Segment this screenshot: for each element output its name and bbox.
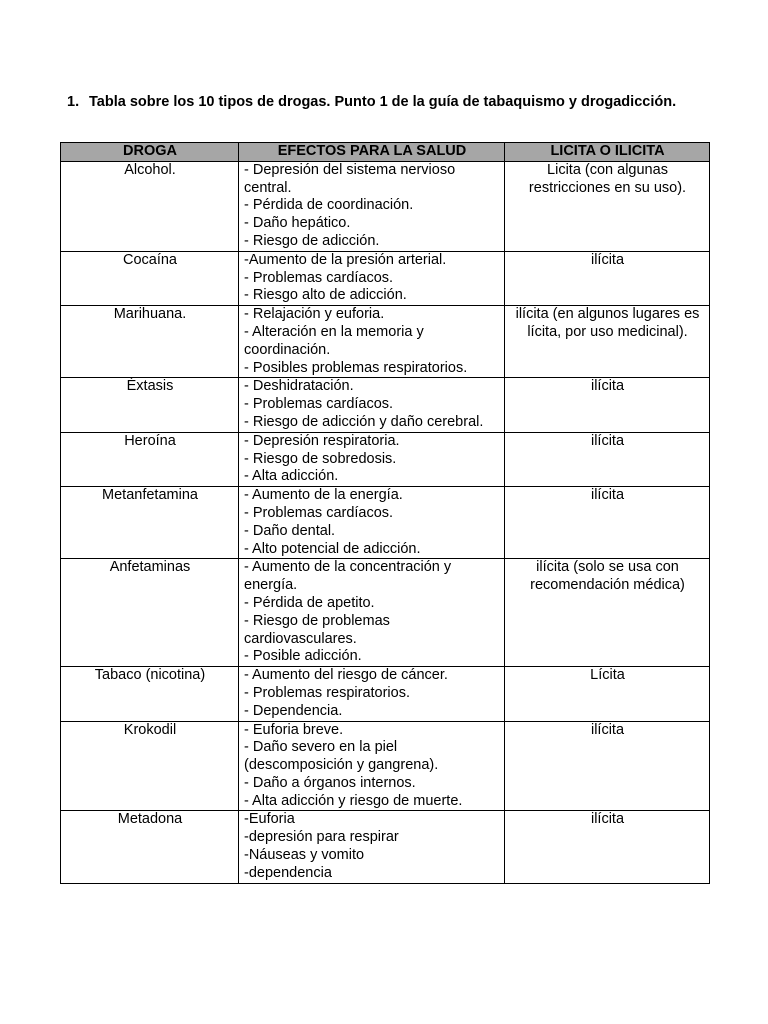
- effect-item: - Posibles problemas respiratorios.: [244, 359, 468, 376]
- effect-item: - Alteración en la memoria y coordinación.: [244, 323, 424, 358]
- table-row: [61, 161, 710, 251]
- table-row: [61, 487, 710, 559]
- header-legality: LICITA O ILICITA: [505, 143, 710, 162]
- heading-text: Tabla sobre los 10 tipos de drogas. Punto 1 de la guía de tabaquismo y drogadicción.: [89, 94, 677, 110]
- legality-cell: ilícita (solo se usa con recomendación médica): [505, 559, 710, 667]
- effect-item: - Aumento de la concentración y energía.: [244, 559, 452, 594]
- document-heading: [67, 93, 676, 111]
- effect-item: - Aumento de la energía.: [244, 487, 403, 504]
- table-row: [61, 721, 710, 811]
- effect-item: -Euforia: [244, 811, 295, 828]
- legality-cell: Lícita: [505, 667, 710, 721]
- legality-cell: ilícita: [505, 432, 710, 486]
- drug-name-cell: Tabaco (nicotina): [61, 667, 239, 721]
- table-row: [61, 378, 710, 432]
- effect-item: - Daño a órganos internos.: [244, 774, 416, 791]
- drugs-table: [60, 142, 710, 884]
- effect-item: - Alto potencial de adicción.: [244, 540, 421, 557]
- effect-item: - Alta adicción y riesgo de muerte.: [244, 792, 463, 809]
- effect-item: - Posible adicción.: [244, 648, 362, 665]
- effect-item: -dependencia: [244, 864, 332, 881]
- table-body: [61, 161, 710, 883]
- effect-item: -Náuseas y vomito: [244, 847, 365, 864]
- effect-item: - Pérdida de apetito.: [244, 594, 375, 611]
- header-drug: DROGA: [61, 143, 239, 162]
- health-effects-cell: [239, 432, 505, 486]
- health-effects-cell: [239, 161, 505, 251]
- effect-item: - Daño severo en la piel (descomposición y gangrena).: [244, 739, 439, 774]
- effect-item: - Riesgo de adicción.: [244, 232, 380, 249]
- effect-item: - Euforia breve.: [244, 721, 344, 738]
- header-row: [61, 143, 710, 162]
- health-effects-cell: [239, 378, 505, 432]
- effect-item: - Problemas cardíacos.: [244, 504, 394, 521]
- drug-name-cell: Metanfetamina: [61, 487, 239, 559]
- legality-cell: ilícita: [505, 487, 710, 559]
- legality-cell: ilícita: [505, 811, 710, 883]
- legality-cell: ilícita: [505, 721, 710, 811]
- health-effects-cell: [239, 559, 505, 667]
- header-effects: EFECTOS PARA LA SALUD: [239, 143, 505, 162]
- effect-item: - Relajación y euforia.: [244, 306, 385, 323]
- legality-cell: ilícita (en algunos lugares es lícita, por uso medicinal).: [505, 306, 710, 378]
- effect-item: - Riesgo de sobredosis.: [244, 450, 397, 467]
- effect-item: - Riesgo de problemas cardiovasculares.: [244, 612, 390, 647]
- effect-item: -Aumento de la presión arterial.: [244, 251, 447, 268]
- table-header: [61, 143, 710, 162]
- drug-name-cell: Cocaína: [61, 251, 239, 305]
- effect-item: -depresión para respirar: [244, 829, 399, 846]
- drug-name-cell: Krokodil: [61, 721, 239, 811]
- heading-number: 1.: [67, 94, 80, 110]
- effect-item: - Problemas cardíacos.: [244, 269, 394, 286]
- drug-name-cell: Marihuana.: [61, 306, 239, 378]
- effect-item: - Riesgo de adicción y daño cerebral.: [244, 413, 484, 430]
- table-row: [61, 251, 710, 305]
- health-effects-cell: [239, 487, 505, 559]
- health-effects-cell: [239, 811, 505, 883]
- drug-name-cell: Alcohol.: [61, 161, 239, 251]
- drug-name-cell: Anfetaminas: [61, 559, 239, 667]
- drug-name-cell: Metadona: [61, 811, 239, 883]
- effect-item: - Depresión del sistema nervioso central.: [244, 161, 456, 196]
- health-effects-cell: [239, 667, 505, 721]
- drug-name-cell: Éxtasis: [61, 378, 239, 432]
- effect-item: - Pérdida de coordinación.: [244, 197, 414, 214]
- effect-item: - Daño hepático.: [244, 215, 351, 232]
- table-row: [61, 432, 710, 486]
- health-effects-cell: [239, 251, 505, 305]
- legality-cell: Licita (con algunas restricciones en su uso).: [505, 161, 710, 251]
- effect-item: - Riesgo alto de adicción.: [244, 287, 407, 304]
- effect-item: - Aumento del riesgo de cáncer.: [244, 667, 448, 684]
- table-row: [61, 811, 710, 883]
- effect-item: - Problemas respiratorios.: [244, 684, 410, 701]
- drug-name-cell: Heroína: [61, 432, 239, 486]
- legality-cell: ilícita: [505, 251, 710, 305]
- effect-item: - Daño dental.: [244, 522, 336, 539]
- health-effects-cell: [239, 306, 505, 378]
- legality-cell: ilícita: [505, 378, 710, 432]
- table-row: [61, 559, 710, 667]
- effect-item: - Depresión respiratoria.: [244, 432, 400, 449]
- effect-item: - Alta adicción.: [244, 468, 339, 485]
- health-effects-cell: [239, 721, 505, 811]
- effect-item: - Dependencia.: [244, 702, 343, 719]
- effect-item: - Deshidratación.: [244, 378, 354, 395]
- table-row: [61, 667, 710, 721]
- table-row: [61, 306, 710, 378]
- effect-item: - Problemas cardíacos.: [244, 396, 394, 413]
